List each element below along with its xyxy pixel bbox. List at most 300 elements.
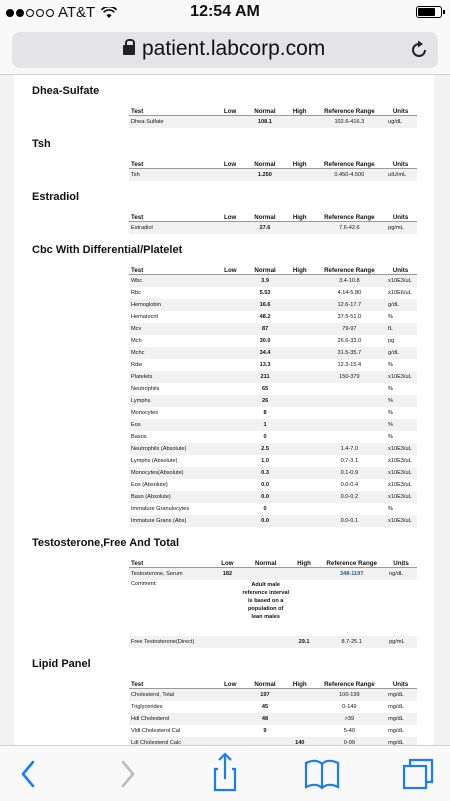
high-value xyxy=(290,580,319,636)
reference-range: 4.14-5.80 xyxy=(337,290,362,296)
low-value xyxy=(215,169,245,182)
normal-value xyxy=(245,737,285,745)
column-header: Low xyxy=(215,209,245,222)
low-value xyxy=(215,701,245,713)
section-title: Estradiol xyxy=(32,191,80,203)
reference-range xyxy=(315,407,384,419)
test-name: Hdl Cholesterol xyxy=(129,713,215,725)
section-title: Lipid Panel xyxy=(32,658,91,670)
table-row xyxy=(129,323,417,335)
result-section xyxy=(14,75,434,128)
test-name: Monocytes(Absolute) xyxy=(129,467,216,479)
column-header: Normal xyxy=(245,156,285,169)
column-header: Test xyxy=(129,555,213,568)
high-value xyxy=(285,287,315,299)
column-header: Normal xyxy=(245,676,285,689)
column-header: Units xyxy=(384,156,417,169)
units: x10E3/uL xyxy=(384,467,417,479)
test-name: Rbc xyxy=(131,290,141,296)
units: ng/dL xyxy=(385,568,417,581)
table-row xyxy=(129,275,417,288)
low-value xyxy=(216,383,246,395)
normal-value: 26 xyxy=(245,395,285,407)
normal-value: 30.0 xyxy=(259,338,271,344)
test-name: Lymphs (Absolute) xyxy=(131,458,178,464)
high-value xyxy=(285,299,315,311)
low-value xyxy=(216,335,246,347)
web-content[interactable] xyxy=(0,75,450,745)
normal-value: 13.3 xyxy=(259,362,271,368)
units: mg/dL xyxy=(384,689,417,702)
result-section xyxy=(14,648,434,745)
table-row xyxy=(129,222,417,235)
high-value xyxy=(285,443,315,455)
high-value xyxy=(285,725,315,737)
test-name: Mcv xyxy=(129,323,216,335)
normal-value: 2.5 xyxy=(245,443,285,455)
reference-range: 3.4-10.8 xyxy=(315,275,384,288)
units: x10E6/uL xyxy=(388,290,412,296)
reference-range: 0.0-0.4 xyxy=(340,482,359,488)
result-section xyxy=(14,527,434,648)
low-value xyxy=(216,479,246,491)
table-row xyxy=(129,689,417,702)
test-name: Platelets xyxy=(129,371,216,383)
high-value xyxy=(285,311,315,323)
units: pg xyxy=(388,338,395,344)
table-row xyxy=(129,467,417,479)
column-header: Test xyxy=(129,103,215,116)
results-table xyxy=(129,156,417,181)
address-bar[interactable] xyxy=(12,32,438,68)
units: % xyxy=(388,386,394,392)
table-header-row xyxy=(129,103,417,116)
low-value xyxy=(215,222,245,235)
high-value xyxy=(285,222,315,235)
column-header: Reference Range xyxy=(318,555,385,568)
low-value xyxy=(216,347,246,359)
low-value xyxy=(216,299,246,311)
column-header: Reference Range xyxy=(315,262,384,275)
units: fL xyxy=(384,323,417,335)
units: x10E3/uL xyxy=(388,458,412,464)
column-header: High xyxy=(290,555,319,568)
reference-range: 0.0-0.1 xyxy=(315,515,384,527)
table-row xyxy=(129,311,417,323)
reference-range: 12.6-17.7 xyxy=(315,299,384,311)
table-row xyxy=(129,737,417,745)
column-header: Low xyxy=(216,262,246,275)
table-row xyxy=(129,455,417,467)
reference-range xyxy=(315,431,384,443)
reference-range: 0.0-0.2 xyxy=(315,491,384,503)
column-header: Normal xyxy=(242,555,290,568)
column-header: Units xyxy=(384,262,417,275)
normal-value: 45 xyxy=(261,704,269,710)
test-name: Triglycerides xyxy=(131,704,163,710)
high-value xyxy=(285,116,315,129)
table-row xyxy=(129,359,417,371)
low-value xyxy=(215,116,245,129)
forward-icon[interactable] xyxy=(96,746,156,801)
column-header: Low xyxy=(215,103,245,116)
test-name: Hematocrit xyxy=(131,314,159,320)
table-row xyxy=(129,580,417,636)
results-table xyxy=(129,262,417,527)
column-header: Normal xyxy=(245,103,285,116)
tabs-icon[interactable] xyxy=(388,746,448,801)
reference-range: 31.5-35.7 xyxy=(315,347,384,359)
reference-range xyxy=(315,503,384,515)
column-header: High xyxy=(285,103,315,116)
column-header: Test xyxy=(129,156,215,169)
reference-range xyxy=(315,419,384,431)
normal-value: 48.2 xyxy=(259,314,271,320)
normal-value xyxy=(242,568,290,581)
test-name: Neutrophils (Absolute) xyxy=(129,443,216,455)
results-table xyxy=(129,103,417,128)
low-value xyxy=(216,503,246,515)
high-value xyxy=(285,689,315,702)
section-title: Tsh xyxy=(32,138,51,150)
column-header: Units xyxy=(384,676,417,689)
units: x10E3/uL xyxy=(384,515,417,527)
low-value xyxy=(213,636,242,648)
reference-range: 5-40 xyxy=(343,728,355,734)
test-name: Neutrophils xyxy=(131,386,160,392)
reference-range: 1.4-7.0 xyxy=(315,443,384,455)
units: x10E3/uL xyxy=(388,482,412,488)
units: % xyxy=(388,314,394,320)
reload-icon[interactable] xyxy=(408,39,430,61)
normal-value: 34.4 xyxy=(245,347,285,359)
table-row xyxy=(129,636,417,648)
units: mg/dL xyxy=(384,737,417,745)
reference-range: >39 xyxy=(315,713,384,725)
units: % xyxy=(384,419,417,431)
high-value: 140 xyxy=(285,737,315,745)
high-value xyxy=(285,419,315,431)
low-value: 182 xyxy=(213,568,242,581)
table-row xyxy=(129,395,417,407)
table-row xyxy=(129,443,417,455)
table-row xyxy=(129,431,417,443)
units: mg/dL xyxy=(388,704,404,710)
low-value xyxy=(216,491,246,503)
low-value xyxy=(216,323,246,335)
reference-range: 0.450-4.500 xyxy=(315,169,385,182)
normal-value: 108.1 xyxy=(245,116,285,129)
reference-range: 348-1197 xyxy=(318,568,385,581)
reference-range: 37.5-51.0 xyxy=(337,314,362,320)
low-value xyxy=(216,467,246,479)
units: ug/dL xyxy=(384,116,417,129)
test-name: Mch xyxy=(131,338,142,344)
lab-results-page xyxy=(14,75,434,745)
low-value xyxy=(216,407,246,419)
low-value xyxy=(216,359,246,371)
test-name: Tsh xyxy=(129,169,215,182)
units: x10E3/uL xyxy=(384,371,417,383)
reference-range: 0.1-0.9 xyxy=(315,467,384,479)
battery-icon xyxy=(416,6,442,18)
high-value xyxy=(290,568,319,581)
high-value: 29.1 xyxy=(290,636,319,648)
normal-value: 48 xyxy=(245,713,285,725)
test-name: Immature Grans (Abs) xyxy=(129,515,216,527)
low-value xyxy=(216,371,246,383)
high-value xyxy=(285,359,315,371)
low-value xyxy=(215,689,245,702)
low-value xyxy=(216,455,246,467)
units: % xyxy=(388,410,394,416)
test-name: Wbc xyxy=(129,275,216,288)
units xyxy=(385,580,417,636)
reference-range: 150-379 xyxy=(315,371,384,383)
reference-range: 0-99 xyxy=(315,737,384,745)
column-header: High xyxy=(285,676,315,689)
test-name: Baso (Absolute) xyxy=(129,491,216,503)
normal-value: 8 xyxy=(263,410,267,416)
normal-value: 1 xyxy=(245,419,285,431)
test-name: Mchc xyxy=(129,347,216,359)
column-header: Reference Range xyxy=(315,676,384,689)
table-header-row xyxy=(129,156,417,169)
table-row xyxy=(129,568,417,581)
normal-value: 0.0 xyxy=(261,482,269,488)
normal-value: 1.0 xyxy=(261,458,269,464)
reference-range: 0-149 xyxy=(342,704,357,710)
table-row xyxy=(129,515,417,527)
low-value xyxy=(215,725,245,737)
high-value xyxy=(285,455,315,467)
column-header: Test xyxy=(129,262,216,275)
browser-toolbar xyxy=(0,745,450,801)
reference-range: 102.6-416.3 xyxy=(315,116,385,129)
comment-text: Adult male reference interval is based on a population of lean males xyxy=(242,582,290,620)
column-header: Reference Range xyxy=(315,103,385,116)
table-row xyxy=(129,335,417,347)
normal-value: 3.9 xyxy=(245,275,285,288)
reference-range: 7.6-42.6 xyxy=(315,222,385,235)
carrier-name: AT&T xyxy=(58,4,96,21)
units: pg/mL xyxy=(385,636,417,648)
reference-range: 0.7-3.1 xyxy=(340,458,359,464)
table-row xyxy=(129,383,417,395)
table-row xyxy=(129,407,417,419)
low-value xyxy=(216,311,246,323)
units: % xyxy=(384,395,417,407)
high-value xyxy=(285,701,315,713)
reference-range: 12.3-15.4 xyxy=(337,362,362,368)
table-row xyxy=(129,287,417,299)
table-row xyxy=(129,479,417,491)
high-value xyxy=(285,347,315,359)
test-name: Dhea-Sulfate xyxy=(129,116,215,129)
normal-value: 87 xyxy=(245,323,285,335)
normal-value: 0.0 xyxy=(245,491,285,503)
share-icon[interactable] xyxy=(195,746,255,801)
units: x10E3/uL xyxy=(384,443,417,455)
normal-value: 16.6 xyxy=(245,299,285,311)
high-value xyxy=(285,323,315,335)
reference-range: 26.6-33.0 xyxy=(337,338,362,344)
test-name: Cholesterol, Total xyxy=(129,689,215,702)
lock-icon xyxy=(123,45,135,55)
back-icon[interactable] xyxy=(0,746,60,801)
reference-range xyxy=(315,383,384,395)
table-row xyxy=(129,371,417,383)
low-value xyxy=(216,395,246,407)
test-name: Rdw xyxy=(131,362,143,368)
result-section xyxy=(14,181,434,234)
test-name: Estradiol xyxy=(129,222,215,235)
high-value xyxy=(285,371,315,383)
test-name: Free Testosterone(Direct) xyxy=(129,636,213,648)
test-name: Lymphs xyxy=(129,395,216,407)
test-name: Vldl Cholesterol Cal xyxy=(131,728,181,734)
table-row xyxy=(129,169,417,182)
low-value xyxy=(215,713,245,725)
test-name: Ldl Cholesterol Calc xyxy=(129,737,215,745)
low-value xyxy=(215,737,245,745)
column-header: High xyxy=(285,262,315,275)
reference-range xyxy=(318,580,385,636)
table-row xyxy=(129,116,417,129)
high-value xyxy=(285,395,315,407)
normal-value: 0 xyxy=(263,434,267,440)
low-value xyxy=(216,443,246,455)
normal-value: 65 xyxy=(261,386,269,392)
test-name: Eos (Absolute) xyxy=(131,482,168,488)
url-text[interactable]: patient.labcorp.com xyxy=(142,37,326,60)
column-header: Test xyxy=(129,209,215,222)
table-row xyxy=(129,347,417,359)
column-header: Units xyxy=(385,555,417,568)
status-time: 12:54 AM xyxy=(190,3,260,20)
reference-range: 8.7-25.1 xyxy=(318,636,385,648)
normal-value: 5.53 xyxy=(259,290,271,296)
table-row xyxy=(129,713,417,725)
normal-value xyxy=(242,636,290,648)
section-title: Dhea-Sulfate xyxy=(32,85,100,97)
table-row xyxy=(129,725,417,737)
high-value xyxy=(285,515,315,527)
table-header-row xyxy=(129,676,417,689)
units: g/dL xyxy=(384,347,417,359)
high-value xyxy=(285,335,315,347)
column-header: Normal xyxy=(245,262,285,275)
column-header: High xyxy=(285,156,315,169)
reference-range: 100-199 xyxy=(315,689,384,702)
low-value xyxy=(216,287,246,299)
low-value xyxy=(216,275,246,288)
table-header-row xyxy=(129,555,417,568)
normal-value: 9 xyxy=(263,728,267,734)
high-value xyxy=(285,383,315,395)
high-value xyxy=(285,713,315,725)
table-row xyxy=(129,299,417,311)
results-table xyxy=(129,676,417,745)
test-name: Comment: xyxy=(131,581,157,587)
normal-value: 211 xyxy=(245,371,285,383)
high-value xyxy=(285,407,315,419)
units: pg/mL xyxy=(384,222,417,235)
section-title: Cbc With Differential/Platelet xyxy=(32,244,183,256)
normal-value: 0.0 xyxy=(245,515,285,527)
section-title: Testosterone,Free And Total xyxy=(32,537,180,549)
column-header: Normal xyxy=(245,209,285,222)
reference-range: 79-97 xyxy=(315,323,384,335)
normal-value: 1.250 xyxy=(245,169,285,182)
column-header: Low xyxy=(213,555,242,568)
units: x10E3/uL xyxy=(384,275,417,288)
units: % xyxy=(388,362,394,368)
table-row xyxy=(129,503,417,515)
column-header: Units xyxy=(384,103,417,116)
normal-value: 0 xyxy=(263,506,267,512)
column-header: Units xyxy=(384,209,417,222)
column-header: Low xyxy=(215,676,245,689)
column-header: Reference Range xyxy=(315,209,385,222)
units: mg/dL xyxy=(384,713,417,725)
high-value xyxy=(285,503,315,515)
results-table xyxy=(129,209,417,234)
browser-address-area xyxy=(0,26,450,75)
table-header-row xyxy=(129,262,417,275)
column-header: High xyxy=(285,209,315,222)
low-value xyxy=(216,431,246,443)
status-bar xyxy=(0,0,450,26)
table-row xyxy=(129,701,417,713)
units: x10E3/uL xyxy=(384,491,417,503)
normal-value: 27.6 xyxy=(245,222,285,235)
test-name: Eos xyxy=(129,419,216,431)
units: g/dL xyxy=(384,299,417,311)
test-name: Testosterone, Serum xyxy=(129,568,213,581)
column-header: Reference Range xyxy=(315,156,385,169)
test-name: Basos xyxy=(131,434,147,440)
high-value xyxy=(285,275,315,288)
results-table xyxy=(129,555,417,648)
column-header: Test xyxy=(129,676,215,689)
column-header: Low xyxy=(215,156,245,169)
units: uIU/mL xyxy=(384,169,417,182)
high-value xyxy=(285,479,315,491)
low-value xyxy=(216,419,246,431)
units: % xyxy=(388,434,394,440)
units: % xyxy=(388,506,394,512)
normal-value: 0.3 xyxy=(245,467,285,479)
high-value xyxy=(285,491,315,503)
normal-value: 197 xyxy=(245,689,285,702)
result-section xyxy=(14,128,434,181)
test-name: Monocytes xyxy=(131,410,159,416)
test-name: Hemoglobin xyxy=(129,299,216,311)
low-value xyxy=(213,580,242,636)
high-value xyxy=(285,467,315,479)
high-value xyxy=(285,169,315,182)
test-name: Immature Granulocytes xyxy=(131,506,190,512)
bookmarks-icon[interactable] xyxy=(292,746,352,801)
units: mg/dL xyxy=(388,728,404,734)
result-section xyxy=(14,234,434,527)
normal-value xyxy=(242,580,290,636)
low-value xyxy=(216,515,246,527)
table-row xyxy=(129,491,417,503)
high-value xyxy=(285,431,315,443)
reference-range xyxy=(315,395,384,407)
